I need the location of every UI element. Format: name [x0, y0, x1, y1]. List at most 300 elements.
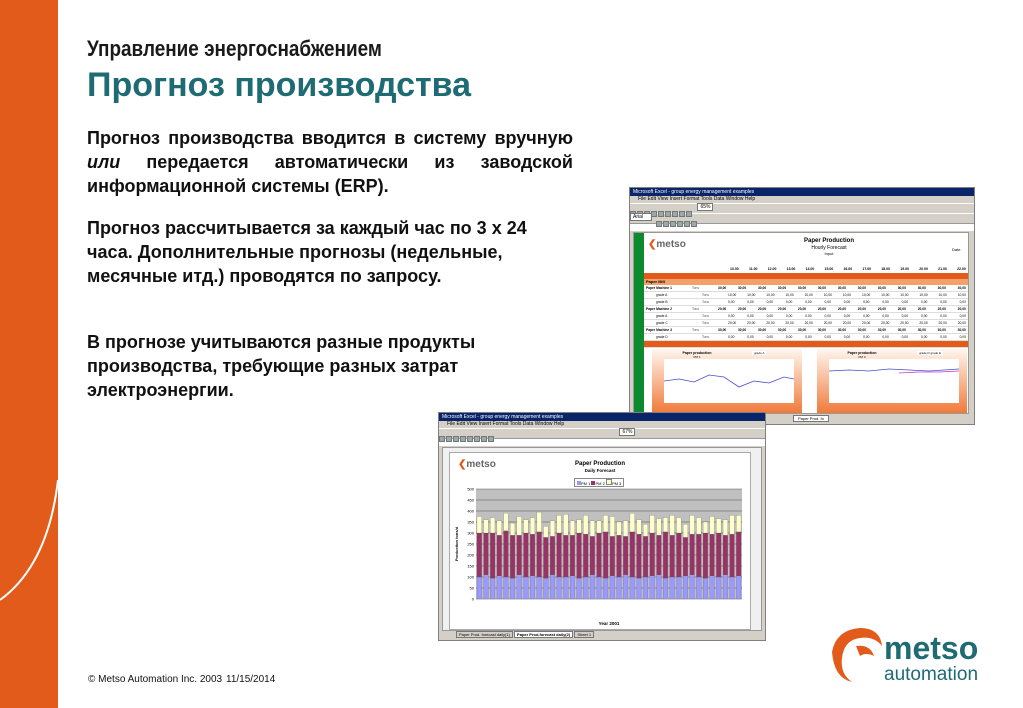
table-cell[interactable]: 30,00	[857, 328, 867, 332]
table-cell[interactable]: 0,00	[728, 335, 735, 339]
table-cell[interactable]: 0,00	[901, 335, 909, 339]
x-axis-label: Year 2001	[598, 621, 620, 626]
table-cell[interactable]: 0,00	[959, 314, 966, 318]
table-cell[interactable]: 10,00	[766, 293, 775, 297]
table-cell[interactable]: 20,00	[804, 321, 813, 325]
table-cell[interactable]: 10,00	[957, 293, 966, 297]
table-cell[interactable]: 30,00	[718, 328, 727, 332]
bar-pm1	[643, 577, 648, 599]
bar-pm1	[630, 577, 635, 599]
hour-header-3: 13.00	[786, 267, 796, 271]
bar-pm2	[530, 534, 535, 576]
menu-tools[interactable]: Tools	[509, 421, 522, 427]
hourly-heading: Paper Production	[803, 238, 854, 244]
mini-chart1-title: Paper production	[682, 351, 712, 355]
menu-window[interactable]: Window	[725, 196, 744, 202]
row-label: Paper Machine 2	[646, 307, 673, 311]
menu-data[interactable]: Data	[522, 421, 534, 427]
bar-pm1	[617, 577, 622, 599]
bar-pm2	[497, 535, 502, 576]
table-cell[interactable]: 30,00	[757, 328, 767, 332]
row-values	[728, 292, 968, 298]
table-cell[interactable]: 30,00	[777, 286, 787, 290]
table-cell[interactable]: 20,00	[757, 307, 767, 311]
bar-pm2	[537, 532, 542, 577]
paragraph-input-text-a: Прогноз производства вводится в систему вручную	[87, 128, 573, 148]
menu-tools[interactable]: Tools	[700, 196, 713, 202]
mini-chart2-title: Paper production	[847, 351, 877, 355]
excel-hourly-titlebar[interactable]: Microsoft Excel - group energy management examples	[630, 188, 974, 196]
table-cell[interactable]: 20,00	[747, 321, 756, 325]
table-cell[interactable]: 0,00	[785, 335, 793, 339]
table-cell[interactable]: 30,00	[757, 286, 767, 290]
excel-daily-titlebar[interactable]: Microsoft Excel - group energy management examples	[439, 413, 765, 421]
menu-view[interactable]: View	[657, 196, 669, 202]
bar-pm2	[703, 533, 708, 578]
table-cell[interactable]: 30,00	[797, 328, 807, 332]
table-cell[interactable]: 30,00	[797, 286, 807, 290]
bar-pm2	[676, 533, 681, 577]
table-cell[interactable]: 30,00	[777, 328, 787, 332]
table-cell[interactable]: 20,00	[919, 321, 928, 325]
bar-pm1	[530, 576, 535, 599]
table-cell[interactable]: 0,00	[805, 300, 812, 304]
menu-view[interactable]: View	[466, 421, 478, 427]
bar-pm2	[617, 535, 622, 577]
bar-pm3	[696, 518, 701, 535]
bar-pm2	[657, 535, 662, 575]
hour-header-8: 18.00	[881, 267, 891, 271]
table-cell[interactable]: 0,00	[959, 335, 966, 339]
table-cell[interactable]: 10,00	[728, 293, 737, 297]
menu-data[interactable]: Data	[713, 196, 725, 202]
row-label: grade A	[656, 314, 668, 318]
table-cell[interactable]: 30,00	[937, 286, 946, 290]
table-cell[interactable]: 0,00	[940, 300, 947, 304]
table-cell[interactable]: 20,00	[823, 321, 832, 325]
table-cell[interactable]: 0,00	[747, 314, 754, 318]
row-values	[728, 299, 968, 305]
hour-header-11: 21.00	[938, 267, 947, 271]
row-unit: Tons	[692, 328, 699, 332]
bar-pm1	[663, 578, 668, 599]
table-cell[interactable]: 20,00	[718, 307, 727, 311]
bar-pm3	[650, 515, 655, 533]
bar-pm3	[683, 524, 688, 537]
bar-pm2	[690, 534, 695, 575]
bar-pm2	[630, 532, 635, 577]
hourly-table	[644, 285, 968, 348]
cut-icon[interactable]	[467, 436, 473, 442]
table-cell[interactable]: 20,00	[766, 321, 775, 325]
table-cell[interactable]: 0,00	[843, 314, 851, 318]
logo-automation: automation	[884, 664, 979, 685]
zoom-box[interactable]: 67%	[619, 428, 635, 436]
row-unit: Tons	[702, 321, 709, 325]
bar-pm3	[736, 515, 741, 532]
bar-pm1	[657, 575, 662, 599]
table-cell[interactable]: 30,00	[917, 286, 926, 290]
bar-pm2	[650, 533, 655, 576]
mini-chart1-legend: grade A	[754, 351, 765, 355]
y-tick-label: 200	[467, 552, 474, 558]
bar-pm3	[703, 522, 708, 533]
excel-hourly-menubar	[630, 196, 974, 203]
table-cell[interactable]: 0,00	[843, 300, 851, 304]
row-unit: Tons	[702, 314, 709, 318]
bar-pm3	[577, 520, 582, 533]
table-cell[interactable]: 20,00	[785, 321, 794, 325]
table-cell[interactable]: 20,00	[857, 307, 867, 311]
table-cell[interactable]: 10,00	[861, 293, 871, 297]
y-tick-label: 500	[467, 486, 474, 492]
table-cell[interactable]: 30,00	[957, 286, 966, 290]
table-cell[interactable]: 10,00	[785, 293, 794, 297]
table-row	[644, 306, 968, 313]
table-cell[interactable]: 0,00	[940, 314, 947, 318]
bar-pm1	[490, 578, 495, 599]
bar-pm2	[517, 535, 522, 575]
bar-pm1	[603, 578, 608, 599]
y-axis-label: Production tons/d	[454, 526, 459, 562]
bar-pm2	[504, 531, 509, 577]
daily-sheet[interactable]	[442, 447, 762, 631]
hourly-subheading: Hourly Forecast	[811, 245, 847, 251]
bar-pm3	[617, 522, 622, 535]
bar-pm1	[557, 577, 562, 599]
table-cell[interactable]: 0,00	[882, 314, 889, 318]
font-box[interactable]: Arial	[630, 213, 652, 221]
table-cell[interactable]: 20,00	[837, 307, 847, 311]
daily-bar-chart	[450, 485, 750, 629]
bar-pm1	[537, 577, 542, 599]
daily-tab-3[interactable]: Sheet 1	[574, 631, 594, 638]
paste-icon[interactable]	[481, 436, 487, 442]
table-cell[interactable]: 10,00	[919, 293, 928, 297]
hourly-sheet[interactable]	[633, 232, 969, 414]
footer-copyright: © Metso Automation Inc. 2003	[88, 674, 223, 685]
table-cell[interactable]: 0,00	[785, 314, 793, 318]
table-cell[interactable]: 20,00	[900, 321, 909, 325]
table-cell[interactable]: 30,00	[897, 286, 906, 290]
menu-help[interactable]: Help	[744, 196, 756, 202]
table-cell[interactable]: 20,00	[842, 321, 852, 325]
table-cell[interactable]: 20,00	[817, 307, 827, 311]
menu-file[interactable]: File	[638, 196, 647, 202]
bar-pm2	[490, 533, 495, 578]
table-cell[interactable]: 0,00	[920, 314, 928, 318]
table-cell[interactable]: 0,00	[824, 300, 831, 304]
row-label: Paper Machine 3	[646, 328, 673, 332]
bar-pm1	[736, 576, 741, 599]
table-cell[interactable]: 0,00	[766, 335, 774, 339]
bar-pm3	[497, 521, 502, 535]
align-left-icon[interactable]	[677, 221, 683, 227]
table-cell[interactable]: 20,00	[937, 307, 946, 311]
menu-insert[interactable]: Insert	[478, 421, 492, 427]
mini-chart1-plot	[664, 359, 794, 403]
row-label: Paper Machine 1	[646, 286, 673, 290]
bar-pm2	[736, 532, 741, 576]
table-cell[interactable]: 20,00	[957, 321, 966, 325]
bar-pm1	[510, 578, 515, 599]
excel-hourly-window[interactable]	[629, 187, 975, 425]
bar-pm1	[696, 577, 701, 599]
row-label: grade A	[656, 293, 668, 297]
mini-chart1-sub: PM 1	[693, 355, 701, 359]
table-cell[interactable]: 20,00	[877, 307, 887, 311]
excel-hourly-toolbar	[630, 203, 974, 213]
bar-pm2	[550, 536, 555, 575]
sidebar-curve	[0, 0, 60, 708]
table-cell[interactable]: 20,00	[938, 321, 947, 325]
excel-daily-menubar	[439, 421, 765, 428]
bar-pm3	[657, 519, 662, 536]
hourly-sheet-tab[interactable]: Paper Prod. fo	[793, 415, 829, 422]
y-tick-label: 400	[467, 508, 474, 514]
menu-edit[interactable]: Edit	[647, 196, 657, 202]
sheet-green-band	[634, 233, 644, 413]
bar-pm2	[590, 536, 595, 575]
table-cell[interactable]: 30,00	[837, 328, 847, 332]
table-cell[interactable]: 0,00	[863, 335, 870, 339]
bar-pm3	[610, 517, 615, 537]
bar-pm3	[510, 523, 515, 535]
daily-tab-1[interactable]: Paper Prod. forecast daily(1)	[456, 631, 513, 638]
bar-pm3	[557, 515, 562, 533]
table-cell[interactable]: 0,00	[882, 300, 889, 304]
row-unit: Tons	[702, 335, 709, 339]
daily-heading: Paper Production	[574, 461, 625, 467]
bar-pm3	[676, 518, 681, 533]
menu-format[interactable]: Format	[492, 421, 509, 427]
table-cell[interactable]: 0,00	[785, 300, 793, 304]
new-icon[interactable]	[439, 436, 445, 442]
row-label: grade D	[656, 335, 668, 339]
table-cell[interactable]: 0,00	[863, 314, 870, 318]
bold-icon[interactable]	[656, 221, 662, 227]
table-cell[interactable]: 10,00	[938, 293, 947, 297]
row-values	[718, 327, 968, 333]
bar-pm1	[730, 577, 735, 599]
hourly-subheading2: Input	[824, 251, 834, 256]
menu-help[interactable]: Help	[553, 421, 565, 427]
save-icon[interactable]	[453, 436, 459, 442]
table-cell[interactable]: 0,00	[824, 335, 831, 339]
bar-pm1	[716, 577, 721, 599]
bar-pm2	[577, 533, 582, 578]
bar-pm3	[537, 512, 542, 532]
bar-pm3	[543, 526, 548, 537]
table-cell[interactable]: 10,00	[881, 293, 890, 297]
bar-pm2	[696, 534, 701, 577]
bar-pm3	[597, 521, 602, 533]
table-cell[interactable]: 10,00	[823, 293, 832, 297]
bar-pm3	[723, 520, 728, 535]
underline-icon[interactable]	[670, 221, 676, 227]
table-cell[interactable]: 20,00	[737, 307, 747, 311]
table-cell[interactable]: 30,00	[897, 328, 906, 332]
daily-chart-area	[449, 452, 751, 630]
table-cell[interactable]: 0,00	[728, 300, 735, 304]
y-tick-label: 0	[471, 596, 474, 602]
bar-pm1	[637, 578, 642, 599]
table-cell[interactable]: 0,00	[920, 335, 928, 339]
bar-pm1	[570, 576, 575, 599]
row-unit: Tons	[702, 293, 709, 297]
table-cell[interactable]: 20,00	[728, 321, 737, 325]
table-cell[interactable]: 20,00	[777, 307, 787, 311]
table-cell[interactable]: 20,00	[957, 307, 966, 311]
y-tick-label: 100	[467, 574, 474, 580]
bar-pm2	[484, 533, 489, 575]
undo-icon[interactable]	[488, 436, 494, 442]
table-cell[interactable]: 10,00	[804, 293, 813, 297]
bar-pm1	[577, 578, 582, 599]
bar-pm3	[477, 517, 482, 534]
table-cell[interactable]: 30,00	[877, 328, 887, 332]
bar-pm1	[597, 577, 602, 599]
row-values	[728, 334, 968, 340]
menu-edit[interactable]: Edit	[456, 421, 466, 427]
table-cell[interactable]: 0,00	[766, 300, 774, 304]
mini-chart2-sub: PM 3	[858, 355, 866, 359]
table-cell[interactable]: 20,00	[861, 321, 871, 325]
table-cell[interactable]: 0,00	[882, 335, 889, 339]
copy-icon[interactable]	[474, 436, 480, 442]
section-label: Paper Mill	[644, 279, 969, 285]
table-cell[interactable]: 0,00	[805, 335, 812, 339]
bar-pm1	[543, 578, 548, 599]
table-cell[interactable]: 0,00	[863, 300, 870, 304]
row-unit: Tons	[692, 286, 699, 290]
footer-date: 11/15/2014	[226, 674, 276, 685]
hour-header-2: 12.00	[767, 267, 777, 271]
table-cell[interactable]: 10,00	[842, 293, 852, 297]
excel-daily-window[interactable]	[438, 412, 766, 641]
table-cell[interactable]: 30,00	[737, 328, 747, 332]
table-cell[interactable]: 0,00	[940, 335, 947, 339]
bar-pm2	[730, 534, 735, 577]
bar-pm1	[623, 575, 628, 599]
table-cell[interactable]: 0,00	[843, 335, 851, 339]
y-tick-label: 350	[467, 519, 474, 525]
bar-pm1	[583, 577, 588, 599]
bar-pm1	[550, 575, 555, 599]
bar-pm2	[710, 534, 715, 576]
bar-pm2	[597, 533, 602, 577]
menu-file[interactable]: File	[447, 421, 456, 427]
bar-pm3	[550, 521, 555, 536]
table-cell[interactable]: 20,00	[917, 307, 926, 311]
table-row	[644, 327, 968, 334]
hour-header-0: 10.00	[730, 267, 739, 271]
table-cell[interactable]: 0,00	[901, 314, 909, 318]
bar-pm1	[703, 578, 708, 599]
y-tick-label: 50	[469, 585, 474, 591]
zoom-box[interactable]: 65%	[697, 203, 713, 211]
align-center-icon[interactable]	[684, 221, 690, 227]
table-row	[644, 292, 968, 299]
excel-daily-toolbar	[439, 428, 765, 438]
table-cell[interactable]: 10,00	[900, 293, 909, 297]
hour-header-7: 17.00	[862, 267, 872, 271]
table-cell[interactable]: 0,00	[747, 335, 754, 339]
table-cell[interactable]: 0,00	[920, 300, 928, 304]
hour-header-12: 22.00	[957, 267, 966, 271]
align-right-icon[interactable]	[691, 221, 697, 227]
bar-pm1	[504, 577, 509, 599]
table-cell[interactable]: 0,00	[728, 314, 735, 318]
bar-pm2	[603, 532, 608, 578]
logo-metso: metso	[884, 630, 979, 666]
table-cell[interactable]: 0,00	[747, 300, 754, 304]
table-cell[interactable]: 30,00	[817, 286, 827, 290]
table-cell[interactable]: 0,00	[824, 314, 831, 318]
table-cell[interactable]: 30,00	[817, 328, 827, 332]
table-cell[interactable]: 30,00	[877, 286, 887, 290]
table-cell[interactable]: 30,00	[837, 286, 847, 290]
table-cell[interactable]: 30,00	[857, 286, 867, 290]
italic-icon[interactable]	[663, 221, 669, 227]
mini-chart-pm3	[817, 349, 967, 413]
row-label: grade B	[656, 300, 668, 304]
print-icon[interactable]	[460, 436, 466, 442]
bar-pm2	[610, 536, 615, 576]
bar-pm3	[670, 515, 675, 535]
y-tick-label: 450	[467, 497, 474, 503]
menu-insert[interactable]: Insert	[669, 196, 683, 202]
bar-pm2	[477, 533, 482, 577]
bar-pm2	[543, 537, 548, 578]
table-cell[interactable]: 20,00	[881, 321, 890, 325]
table-cell[interactable]: 0,00	[805, 314, 812, 318]
bar-pm3	[663, 518, 668, 532]
table-row	[644, 313, 968, 320]
bar-pm3	[570, 521, 575, 535]
table-cell[interactable]: 0,00	[901, 300, 909, 304]
bar-pm1	[710, 576, 715, 599]
bar-pm1	[610, 576, 615, 599]
daily-logo: ❮metso	[458, 459, 496, 470]
bar-pm2	[716, 533, 721, 577]
table-cell[interactable]: 0,00	[959, 300, 966, 304]
excel-hourly-format-toolbar	[630, 213, 974, 223]
row-label: grade C	[656, 321, 668, 325]
orange-band-2	[644, 341, 968, 347]
table-cell[interactable]: 30,00	[718, 286, 727, 290]
hour-header-5: 15.00	[824, 267, 834, 271]
daily-tab-2[interactable]: Paper Prod.forecast daily(2)	[514, 631, 573, 638]
table-cell[interactable]: 20,00	[797, 307, 807, 311]
table-cell[interactable]: 10,00	[747, 293, 756, 297]
bar-pm3	[524, 520, 529, 533]
menu-window[interactable]: Window	[534, 421, 553, 427]
table-cell[interactable]: 30,00	[957, 328, 966, 332]
table-cell[interactable]: 30,00	[917, 328, 926, 332]
table-cell[interactable]: 30,00	[937, 328, 946, 332]
open-icon[interactable]	[446, 436, 452, 442]
table-cell[interactable]: 30,00	[737, 286, 747, 290]
table-row	[644, 285, 968, 292]
daily-tabbar	[442, 631, 760, 638]
mini-chart-pm1	[652, 349, 802, 413]
bar-pm2	[557, 533, 562, 577]
table-cell[interactable]: 0,00	[766, 314, 774, 318]
bar-pm3	[583, 515, 588, 534]
table-cell[interactable]: 20,00	[897, 307, 906, 311]
menu-format[interactable]: Format	[683, 196, 700, 202]
